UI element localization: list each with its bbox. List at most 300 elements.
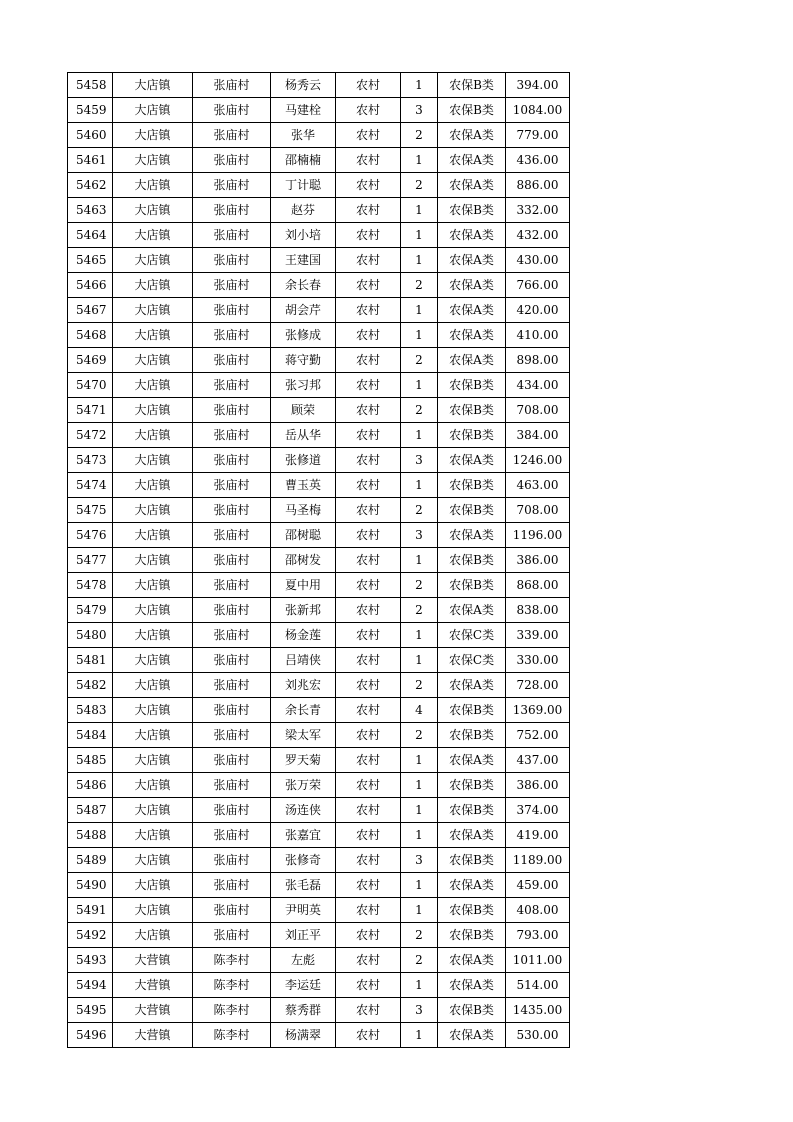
category-cell: 农保C类 [438, 623, 506, 648]
table-row [68, 698, 570, 723]
table-row [68, 948, 570, 973]
table-row [68, 773, 570, 798]
category-cell: 农保B类 [438, 373, 506, 398]
category-cell: 农保C类 [438, 648, 506, 673]
amount-cell: 386.00 [506, 773, 570, 798]
row-number: 5475 [68, 498, 113, 523]
household-count-cell: 1 [401, 798, 438, 823]
amount-cell: 374.00 [506, 798, 570, 823]
name-cell: 杨金莲 [271, 623, 336, 648]
household-count-cell: 1 [401, 623, 438, 648]
village-cell: 张庙村 [193, 448, 271, 473]
row-number: 5468 [68, 323, 113, 348]
town-cell: 大店镇 [113, 498, 193, 523]
name-cell: 张嘉宜 [271, 823, 336, 848]
household-count-cell: 2 [401, 398, 438, 423]
village-cell: 张庙村 [193, 623, 271, 648]
row-number: 5487 [68, 798, 113, 823]
row-number: 5492 [68, 923, 113, 948]
table-row [68, 973, 570, 998]
area-type-cell: 农村 [336, 973, 401, 998]
category-cell: 农保B类 [438, 398, 506, 423]
category-cell: 农保B类 [438, 198, 506, 223]
town-cell: 大店镇 [113, 323, 193, 348]
town-cell: 大店镇 [113, 573, 193, 598]
village-cell: 张庙村 [193, 598, 271, 623]
town-cell: 大店镇 [113, 548, 193, 573]
name-cell: 张毛磊 [271, 873, 336, 898]
category-cell: 农保A类 [438, 273, 506, 298]
category-cell: 农保B类 [438, 998, 506, 1023]
area-type-cell: 农村 [336, 348, 401, 373]
table-row [68, 273, 570, 298]
row-number: 5496 [68, 1023, 113, 1048]
name-cell: 邵楠楠 [271, 148, 336, 173]
amount-cell: 728.00 [506, 673, 570, 698]
table-row [68, 248, 570, 273]
table-row [68, 823, 570, 848]
category-cell: 农保B类 [438, 773, 506, 798]
village-cell: 张庙村 [193, 898, 271, 923]
area-type-cell: 农村 [336, 648, 401, 673]
name-cell: 张修道 [271, 448, 336, 473]
town-cell: 大店镇 [113, 773, 193, 798]
row-number: 5491 [68, 898, 113, 923]
amount-cell: 752.00 [506, 723, 570, 748]
category-cell: 农保A类 [438, 973, 506, 998]
village-cell: 张庙村 [193, 248, 271, 273]
village-cell: 陈李村 [193, 998, 271, 1023]
row-number: 5493 [68, 948, 113, 973]
category-cell: 农保B类 [438, 698, 506, 723]
table-row [68, 673, 570, 698]
village-cell: 张庙村 [193, 798, 271, 823]
town-cell: 大营镇 [113, 973, 193, 998]
household-count-cell: 1 [401, 423, 438, 448]
village-cell: 张庙村 [193, 848, 271, 873]
household-count-cell: 1 [401, 473, 438, 498]
category-cell: 农保B类 [438, 423, 506, 448]
town-cell: 大店镇 [113, 148, 193, 173]
category-cell: 农保A类 [438, 873, 506, 898]
table-row [68, 798, 570, 823]
town-cell: 大店镇 [113, 348, 193, 373]
row-number: 5458 [68, 73, 113, 98]
category-cell: 农保B类 [438, 923, 506, 948]
village-cell: 张庙村 [193, 398, 271, 423]
category-cell: 农保A类 [438, 748, 506, 773]
amount-cell: 766.00 [506, 273, 570, 298]
table-row [68, 73, 570, 98]
name-cell: 梁太军 [271, 723, 336, 748]
name-cell: 邵树发 [271, 548, 336, 573]
area-type-cell: 农村 [336, 873, 401, 898]
area-type-cell: 农村 [336, 548, 401, 573]
household-count-cell: 1 [401, 148, 438, 173]
town-cell: 大店镇 [113, 398, 193, 423]
amount-cell: 898.00 [506, 348, 570, 373]
amount-cell: 436.00 [506, 148, 570, 173]
table-row [68, 1023, 570, 1048]
household-count-cell: 2 [401, 173, 438, 198]
row-number: 5471 [68, 398, 113, 423]
household-count-cell: 1 [401, 823, 438, 848]
row-number: 5470 [68, 373, 113, 398]
name-cell: 王建国 [271, 248, 336, 273]
table-row [68, 298, 570, 323]
town-cell: 大店镇 [113, 123, 193, 148]
amount-cell: 330.00 [506, 648, 570, 673]
household-count-cell: 2 [401, 673, 438, 698]
area-type-cell: 农村 [336, 423, 401, 448]
town-cell: 大店镇 [113, 448, 193, 473]
name-cell: 马圣梅 [271, 498, 336, 523]
amount-cell: 1011.00 [506, 948, 570, 973]
name-cell: 张修成 [271, 323, 336, 348]
village-cell: 张庙村 [193, 323, 271, 348]
category-cell: 农保B类 [438, 98, 506, 123]
table-body [68, 73, 570, 1048]
area-type-cell: 农村 [336, 823, 401, 848]
household-count-cell: 1 [401, 873, 438, 898]
category-cell: 农保B类 [438, 723, 506, 748]
name-cell: 顾荣 [271, 398, 336, 423]
amount-cell: 394.00 [506, 73, 570, 98]
town-cell: 大店镇 [113, 623, 193, 648]
village-cell: 张庙村 [193, 223, 271, 248]
amount-cell: 1369.00 [506, 698, 570, 723]
table-row [68, 723, 570, 748]
row-number: 5459 [68, 98, 113, 123]
amount-cell: 463.00 [506, 473, 570, 498]
category-cell: 农保B类 [438, 898, 506, 923]
amount-cell: 437.00 [506, 748, 570, 773]
area-type-cell: 农村 [336, 298, 401, 323]
category-cell: 农保A类 [438, 598, 506, 623]
category-cell: 农保A类 [438, 148, 506, 173]
village-cell: 张庙村 [193, 873, 271, 898]
amount-cell: 838.00 [506, 598, 570, 623]
village-cell: 张庙村 [193, 723, 271, 748]
row-number: 5464 [68, 223, 113, 248]
row-number: 5469 [68, 348, 113, 373]
household-count-cell: 1 [401, 73, 438, 98]
name-cell: 刘正平 [271, 923, 336, 948]
table-row [68, 848, 570, 873]
village-cell: 张庙村 [193, 348, 271, 373]
village-cell: 陈李村 [193, 973, 271, 998]
table-row [68, 148, 570, 173]
amount-cell: 868.00 [506, 573, 570, 598]
town-cell: 大店镇 [113, 373, 193, 398]
table-row [68, 573, 570, 598]
amount-cell: 386.00 [506, 548, 570, 573]
category-cell: 农保B类 [438, 573, 506, 598]
area-type-cell: 农村 [336, 523, 401, 548]
household-count-cell: 1 [401, 198, 438, 223]
household-count-cell: 2 [401, 723, 438, 748]
name-cell: 岳从华 [271, 423, 336, 448]
town-cell: 大店镇 [113, 748, 193, 773]
village-cell: 张庙村 [193, 298, 271, 323]
town-cell: 大店镇 [113, 873, 193, 898]
name-cell: 罗天菊 [271, 748, 336, 773]
name-cell: 吕靖侠 [271, 648, 336, 673]
village-cell: 张庙村 [193, 648, 271, 673]
area-type-cell: 农村 [336, 673, 401, 698]
name-cell: 张修奇 [271, 848, 336, 873]
category-cell: 农保A类 [438, 948, 506, 973]
town-cell: 大店镇 [113, 673, 193, 698]
name-cell: 张万荣 [271, 773, 336, 798]
category-cell: 农保B类 [438, 498, 506, 523]
town-cell: 大店镇 [113, 723, 193, 748]
village-cell: 张庙村 [193, 548, 271, 573]
table-row [68, 598, 570, 623]
household-count-cell: 1 [401, 373, 438, 398]
category-cell: 农保B类 [438, 848, 506, 873]
household-count-cell: 3 [401, 848, 438, 873]
village-cell: 张庙村 [193, 573, 271, 598]
category-cell: 农保A类 [438, 823, 506, 848]
amount-cell: 1189.00 [506, 848, 570, 873]
name-cell: 蔡秀群 [271, 998, 336, 1023]
village-cell: 张庙村 [193, 473, 271, 498]
village-cell: 张庙村 [193, 498, 271, 523]
table-row [68, 548, 570, 573]
table-row [68, 748, 570, 773]
amount-cell: 420.00 [506, 298, 570, 323]
village-cell: 张庙村 [193, 73, 271, 98]
name-cell: 赵芬 [271, 198, 336, 223]
household-count-cell: 1 [401, 973, 438, 998]
town-cell: 大店镇 [113, 73, 193, 98]
town-cell: 大店镇 [113, 523, 193, 548]
table-row [68, 898, 570, 923]
area-type-cell: 农村 [336, 623, 401, 648]
name-cell: 尹明英 [271, 898, 336, 923]
household-count-cell: 2 [401, 123, 438, 148]
table-row [68, 523, 570, 548]
household-count-cell: 3 [401, 98, 438, 123]
name-cell: 胡会芹 [271, 298, 336, 323]
household-count-cell: 2 [401, 273, 438, 298]
category-cell: 农保A类 [438, 298, 506, 323]
category-cell: 农保B类 [438, 798, 506, 823]
table-row [68, 923, 570, 948]
amount-cell: 384.00 [506, 423, 570, 448]
category-cell: 农保A类 [438, 523, 506, 548]
town-cell: 大店镇 [113, 848, 193, 873]
town-cell: 大营镇 [113, 1023, 193, 1048]
town-cell: 大店镇 [113, 248, 193, 273]
category-cell: 农保A类 [438, 248, 506, 273]
name-cell: 刘小培 [271, 223, 336, 248]
area-type-cell: 农村 [336, 223, 401, 248]
table-row [68, 398, 570, 423]
household-count-cell: 2 [401, 573, 438, 598]
area-type-cell: 农村 [336, 948, 401, 973]
row-number: 5462 [68, 173, 113, 198]
amount-cell: 708.00 [506, 498, 570, 523]
village-cell: 张庙村 [193, 148, 271, 173]
row-number: 5481 [68, 648, 113, 673]
village-cell: 张庙村 [193, 773, 271, 798]
amount-cell: 1196.00 [506, 523, 570, 548]
category-cell: 农保A类 [438, 123, 506, 148]
village-cell: 张庙村 [193, 173, 271, 198]
row-number: 5478 [68, 573, 113, 598]
town-cell: 大店镇 [113, 923, 193, 948]
area-type-cell: 农村 [336, 773, 401, 798]
table-row [68, 173, 570, 198]
town-cell: 大店镇 [113, 273, 193, 298]
amount-cell: 432.00 [506, 223, 570, 248]
name-cell: 余长春 [271, 273, 336, 298]
village-cell: 陈李村 [193, 1023, 271, 1048]
amount-cell: 419.00 [506, 823, 570, 848]
row-number: 5465 [68, 248, 113, 273]
row-number: 5494 [68, 973, 113, 998]
category-cell: 农保B类 [438, 473, 506, 498]
amount-cell: 430.00 [506, 248, 570, 273]
household-count-cell: 3 [401, 448, 438, 473]
amount-cell: 408.00 [506, 898, 570, 923]
row-number: 5467 [68, 298, 113, 323]
household-count-cell: 3 [401, 523, 438, 548]
name-cell: 蒋守勤 [271, 348, 336, 373]
town-cell: 大店镇 [113, 98, 193, 123]
amount-cell: 886.00 [506, 173, 570, 198]
amount-cell: 1435.00 [506, 998, 570, 1023]
household-count-cell: 1 [401, 648, 438, 673]
area-type-cell: 农村 [336, 848, 401, 873]
area-type-cell: 农村 [336, 73, 401, 98]
table-row [68, 448, 570, 473]
category-cell: 农保A类 [438, 173, 506, 198]
amount-cell: 514.00 [506, 973, 570, 998]
town-cell: 大店镇 [113, 648, 193, 673]
table-row [68, 623, 570, 648]
village-cell: 张庙村 [193, 923, 271, 948]
household-count-cell: 2 [401, 598, 438, 623]
row-number: 5484 [68, 723, 113, 748]
table-row [68, 998, 570, 1023]
household-count-cell: 1 [401, 898, 438, 923]
table-row [68, 123, 570, 148]
table-row [68, 223, 570, 248]
village-cell: 张庙村 [193, 698, 271, 723]
area-type-cell: 农村 [336, 898, 401, 923]
name-cell: 杨满翠 [271, 1023, 336, 1048]
name-cell: 余长青 [271, 698, 336, 723]
village-cell: 张庙村 [193, 373, 271, 398]
town-cell: 大店镇 [113, 798, 193, 823]
area-type-cell: 农村 [336, 373, 401, 398]
row-number: 5490 [68, 873, 113, 898]
amount-cell: 459.00 [506, 873, 570, 898]
area-type-cell: 农村 [336, 498, 401, 523]
village-cell: 张庙村 [193, 673, 271, 698]
name-cell: 马建栓 [271, 98, 336, 123]
table-row [68, 98, 570, 123]
row-number: 5488 [68, 823, 113, 848]
row-number: 5495 [68, 998, 113, 1023]
name-cell: 张习邦 [271, 373, 336, 398]
area-type-cell: 农村 [336, 923, 401, 948]
data-table [67, 72, 570, 1048]
row-number: 5473 [68, 448, 113, 473]
village-cell: 张庙村 [193, 523, 271, 548]
name-cell: 左彪 [271, 948, 336, 973]
category-cell: 农保A类 [438, 673, 506, 698]
category-cell: 农保B类 [438, 548, 506, 573]
town-cell: 大营镇 [113, 998, 193, 1023]
town-cell: 大店镇 [113, 423, 193, 448]
row-number: 5472 [68, 423, 113, 448]
row-number: 5477 [68, 548, 113, 573]
town-cell: 大店镇 [113, 173, 193, 198]
table-row [68, 198, 570, 223]
row-number: 5463 [68, 198, 113, 223]
area-type-cell: 农村 [336, 573, 401, 598]
area-type-cell: 农村 [336, 198, 401, 223]
table-row [68, 423, 570, 448]
row-number: 5476 [68, 523, 113, 548]
table-row [68, 473, 570, 498]
household-count-cell: 2 [401, 923, 438, 948]
amount-cell: 410.00 [506, 323, 570, 348]
town-cell: 大店镇 [113, 598, 193, 623]
name-cell: 夏中用 [271, 573, 336, 598]
town-cell: 大店镇 [113, 198, 193, 223]
town-cell: 大店镇 [113, 898, 193, 923]
category-cell: 农保A类 [438, 448, 506, 473]
household-count-cell: 1 [401, 748, 438, 773]
household-count-cell: 1 [401, 1023, 438, 1048]
row-number: 5466 [68, 273, 113, 298]
household-count-cell: 1 [401, 323, 438, 348]
row-number: 5460 [68, 123, 113, 148]
row-number: 5486 [68, 773, 113, 798]
village-cell: 张庙村 [193, 123, 271, 148]
row-number: 5489 [68, 848, 113, 873]
row-number: 5482 [68, 673, 113, 698]
household-count-cell: 4 [401, 698, 438, 723]
row-number: 5474 [68, 473, 113, 498]
town-cell: 大营镇 [113, 948, 193, 973]
household-count-cell: 2 [401, 948, 438, 973]
row-number: 5485 [68, 748, 113, 773]
village-cell: 张庙村 [193, 98, 271, 123]
name-cell: 李运廷 [271, 973, 336, 998]
row-number: 5461 [68, 148, 113, 173]
table-row [68, 648, 570, 673]
area-type-cell: 农村 [336, 598, 401, 623]
area-type-cell: 农村 [336, 273, 401, 298]
area-type-cell: 农村 [336, 473, 401, 498]
area-type-cell: 农村 [336, 98, 401, 123]
household-count-cell: 2 [401, 498, 438, 523]
amount-cell: 708.00 [506, 398, 570, 423]
name-cell: 杨秀云 [271, 73, 336, 98]
town-cell: 大店镇 [113, 698, 193, 723]
village-cell: 张庙村 [193, 748, 271, 773]
table-row [68, 348, 570, 373]
village-cell: 陈李村 [193, 948, 271, 973]
name-cell: 张华 [271, 123, 336, 148]
household-count-cell: 1 [401, 548, 438, 573]
